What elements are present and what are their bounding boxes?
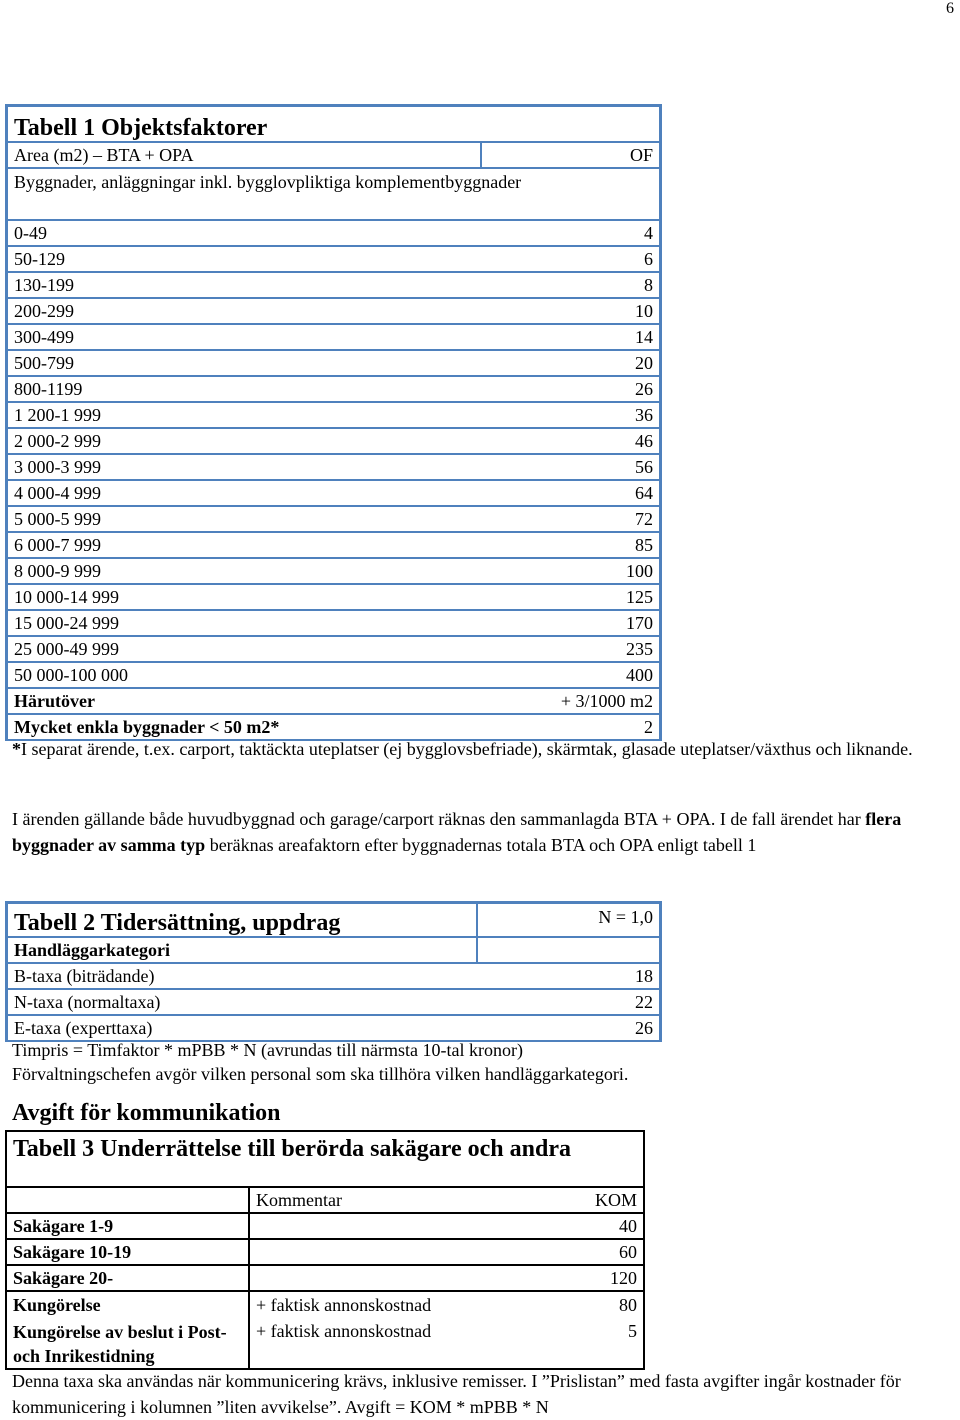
table1-of-value: 235 [626, 639, 653, 659]
table2-label: B-taxa (biträdande) [14, 966, 155, 986]
table1-of-value: 20 [635, 353, 653, 373]
table3-header-row [7, 1188, 643, 1214]
table1-range: 10 000-14 999 [14, 587, 119, 607]
table1-range: 1 200-1 999 [14, 405, 101, 425]
table3-kom: 40 [619, 1216, 637, 1236]
table3-comment: + faktisk annonskostnad [256, 1295, 432, 1315]
table1-row [8, 403, 659, 429]
table1-of-value: 10 [635, 301, 653, 321]
table1-range: 4 000-4 999 [14, 483, 101, 503]
table2-cat-row [8, 938, 659, 964]
table1-range: 130-199 [14, 275, 74, 295]
heading-kommunikation: Avgift för kommunikation [12, 1100, 281, 1126]
table3-hdr-comment: Kommentar [256, 1190, 342, 1210]
table3-kom: 120 [610, 1268, 637, 1288]
table3-kom: 60 [619, 1242, 637, 1262]
table2-row [8, 990, 659, 1016]
table1-row [8, 455, 659, 481]
table3-label: Sakägare 20- [7, 1266, 250, 1290]
table1-of-value: 72 [635, 509, 653, 529]
table3-hdr-empty [7, 1188, 250, 1212]
table1-over-row [8, 689, 659, 715]
table3-last-kom: 5 [628, 1321, 637, 1341]
note-bta-bold: flera byggnader av samma typ [12, 809, 902, 855]
table1-simple-label: Mycket enkla byggnader < 50 m2* [14, 717, 280, 737]
note-separat [12, 736, 952, 762]
table1-range: 800-1199 [14, 379, 83, 399]
table1-range: 500-799 [14, 353, 74, 373]
table3-last-comment: + faktisk annonskostnad [256, 1321, 432, 1341]
table1-range: 3 000-3 999 [14, 457, 101, 477]
table1-over-label: Härutöver [14, 691, 95, 711]
note-bta-a: I ärenden gällande både huvudbyggnad och garage/carport räknas den sammanlagda BTA + OPA. I de fall ärendet har [12, 809, 866, 829]
table1-section: Byggnader, anläggningar inkl. bygglovpliktiga komplementbyggnader [8, 169, 659, 221]
table1-row [8, 585, 659, 611]
table1-of-value: 85 [635, 535, 653, 555]
table1-of-value: 64 [635, 483, 653, 503]
table1-of-value: 14 [635, 327, 653, 347]
forvaltning: Förvaltningschefen avgör vilken personal som ska tillhöra vilken handläggarkategori. [12, 1064, 629, 1084]
table3-row [7, 1292, 643, 1318]
table1-row [8, 325, 659, 351]
table1-title: Tabell 1 Objektsfaktorer [8, 107, 659, 143]
table2-cat-label: Handläggarkategori [8, 938, 478, 962]
table1-row [8, 221, 659, 247]
table1-row [8, 663, 659, 689]
table2-value: 22 [635, 992, 653, 1012]
table1-of-value: 400 [626, 665, 653, 685]
table3-last-label: Kungörelse av beslut i Post- och Inrikestidning [7, 1318, 250, 1368]
table1-range: 50 000-100 000 [14, 665, 128, 685]
table1-row [8, 637, 659, 663]
table1-row [8, 507, 659, 533]
table1-range: 8 000-9 999 [14, 561, 101, 581]
footer-text: Denna taxa ska användas när kommunicering krävs, inklusive remisser. I ”Prislistan” med fasta avgifter ingår kostnader för kommunicering i kolumnen ”liten avvikelse”. Avgift = KOM * mPBB * N [12, 1371, 901, 1417]
note-separat-text: I separat ärende, t.ex. carport, taktäckta uteplatser (ej bygglovsbefriade), skärmtak, glasade uteplatser/växthus och liknande. [21, 739, 913, 759]
table1-col-area: Area (m2) – BTA + OPA [8, 143, 482, 167]
table3-label: Sakägare 1-9 [7, 1214, 250, 1238]
table1-of-value: 26 [635, 379, 653, 399]
table2-title-row [8, 904, 659, 938]
table1-row [8, 247, 659, 273]
note-star: * [12, 739, 21, 759]
table1-range: 300-499 [14, 327, 74, 347]
table1-row [8, 351, 659, 377]
table1-of-value: 170 [626, 613, 653, 633]
table1-row [8, 273, 659, 299]
table1-of-value: 56 [635, 457, 653, 477]
table3-kom: 80 [619, 1295, 637, 1315]
table3-title: Tabell 3 Underrättelse till berörda sakägare och andra [7, 1132, 643, 1188]
table1-of-value: 4 [644, 223, 653, 243]
table1-range: 15 000-24 999 [14, 613, 119, 633]
table1-of-value: 36 [635, 405, 653, 425]
table1-range: 6 000-7 999 [14, 535, 101, 555]
table3-label: Kungörelse [7, 1292, 250, 1318]
table1-range: 200-299 [14, 301, 74, 321]
table1-col-of: OF [629, 145, 653, 165]
table1-range: 25 000-49 999 [14, 639, 119, 659]
table1-over-value: + 3/1000 m2 [560, 691, 653, 711]
table-underrattelse [5, 1130, 645, 1370]
table1-range: 5 000-5 999 [14, 509, 101, 529]
timpris: Timpris = Timfaktor * mPBB * N (avrundas till närmsta 10-tal kronor) [12, 1040, 523, 1060]
page-number: 6 [946, 0, 954, 17]
table2-label: E-taxa (experttaxa) [14, 1018, 153, 1038]
table1-row [8, 559, 659, 585]
note-bta [12, 806, 952, 858]
table2-row [8, 964, 659, 990]
table3-row-kungorelse-beslut [7, 1318, 643, 1368]
table2-value: 26 [635, 1018, 653, 1038]
table3-row [7, 1266, 643, 1292]
table1-row [8, 429, 659, 455]
table3-row [7, 1214, 643, 1240]
table1-range: 0-49 [14, 223, 47, 243]
table1-row [8, 533, 659, 559]
table1-simple-value: 2 [644, 717, 653, 737]
table2-title: Tabell 2 Tidersättning, uppdrag [8, 904, 478, 936]
table1-row [8, 611, 659, 637]
table1-row [8, 481, 659, 507]
table-tidersattning [5, 901, 662, 1042]
table3-row [7, 1240, 643, 1266]
table1-row [8, 377, 659, 403]
table2-value: 18 [635, 966, 653, 986]
table1-of-value: 6 [644, 249, 653, 269]
note-bta-b: beräknas areafaktorn efter byggnadernas totala BTA och OPA enligt tabell 1 [205, 835, 757, 855]
table1-of-value: 46 [635, 431, 653, 451]
table1-of-value: 8 [644, 275, 653, 295]
table1-of-value: 100 [626, 561, 653, 581]
table-objektsfaktorer [5, 104, 662, 741]
table2-n: N = 1,0 [598, 907, 653, 927]
table1-of-value: 125 [626, 587, 653, 607]
table2-label: N-taxa (normaltaxa) [14, 992, 161, 1012]
table1-range: 50-129 [14, 249, 65, 269]
table1-range: 2 000-2 999 [14, 431, 101, 451]
table1-row [8, 299, 659, 325]
table3-label: Sakägare 10-19 [7, 1240, 250, 1264]
table3-hdr-kom: KOM [594, 1190, 637, 1210]
table1-header-row [8, 143, 659, 169]
